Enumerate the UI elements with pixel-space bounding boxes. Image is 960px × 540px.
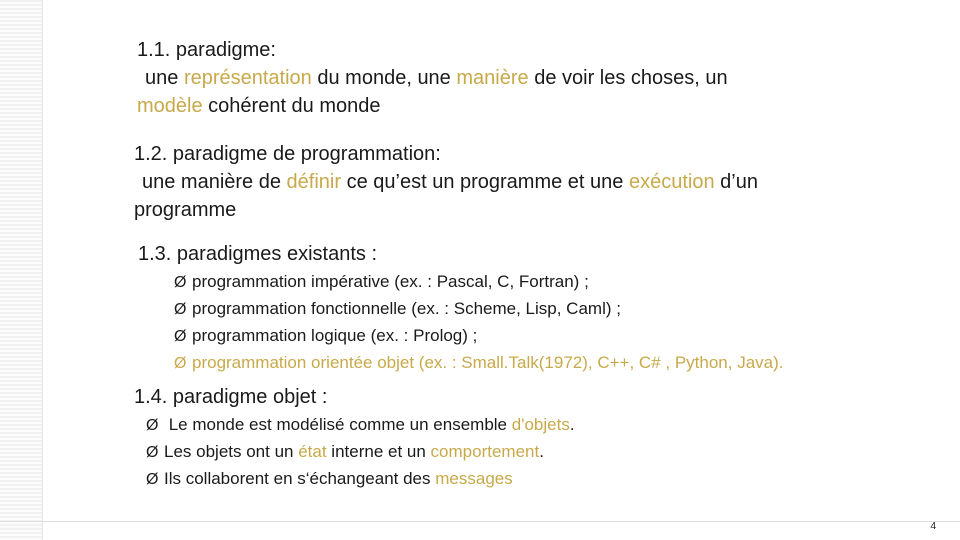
highlighted-term: comportement (430, 442, 540, 461)
highlighted-term: état (298, 442, 327, 461)
section-heading: 1.2. paradigme de programmation: (134, 143, 441, 165)
highlighted-term: représentation (183, 67, 312, 89)
left-decorative-bar (0, 0, 42, 540)
section-paradigme (137, 36, 897, 120)
text-run: Ils collaborent en s‘échangeant des (164, 469, 436, 488)
text-run: de voir les choses, un (528, 67, 728, 89)
list-item (146, 466, 934, 493)
arrow-bullet-icon: Ø (174, 301, 187, 318)
highlighted-term: manière (456, 67, 529, 89)
arrow-bullet-icon: Ø (174, 328, 187, 345)
list-item (174, 323, 938, 350)
text-run: interne et un (326, 442, 431, 461)
text-run: Les objets ont un (164, 442, 299, 461)
list-item (174, 269, 938, 296)
list-item (146, 439, 934, 466)
section-heading: 1.3. paradigmes existants : (138, 243, 378, 265)
arrow-bullet-icon: Ø (146, 471, 159, 488)
highlighted-term: d'objets (511, 415, 570, 434)
definition-line (137, 92, 897, 120)
arrow-bullet-icon: Ø (174, 355, 187, 372)
arrow-bullet-icon: Ø (146, 444, 159, 461)
section-heading: 1.4. paradigme objet : (134, 386, 328, 408)
list-item-text (164, 469, 513, 488)
text-run: ce qu’est un programme et une (341, 171, 629, 193)
highlighted-term: définir (286, 171, 342, 193)
list-item (174, 350, 938, 377)
list-item-text: programmation orientée objet (ex. : Small.Talk(1972), C++, C# , Python, Java). (192, 353, 784, 372)
text-run: d’un (714, 171, 758, 193)
text-run: . (539, 442, 544, 461)
section-paradigme-objet (134, 383, 934, 493)
text-run: . (569, 415, 575, 434)
list-item (174, 296, 938, 323)
text-run: Le monde est modélisé comme un ensemble (164, 415, 512, 434)
object-list (146, 412, 934, 493)
arrow-bullet-icon: Ø (146, 417, 159, 434)
text-run: du monde, une (311, 67, 457, 89)
section-paradigme-programmation (134, 140, 924, 224)
text-run: une manière de (142, 171, 287, 193)
list-item-text (164, 442, 544, 461)
bottom-divider (0, 521, 960, 522)
list-item-text: programmation logique (ex. : Prolog) ; (192, 326, 478, 345)
left-divider (42, 0, 43, 540)
list-item-text: programmation fonctionnelle (ex. : Scheme, Lisp, Caml) ; (192, 299, 621, 318)
paradigm-list (174, 269, 938, 377)
page-number: 4 (930, 521, 936, 532)
text-run: programme (134, 199, 237, 221)
highlighted-term: modèle (137, 95, 203, 117)
definition-line (137, 64, 897, 92)
definition-line (134, 196, 924, 224)
list-item-text (164, 415, 575, 434)
list-item (146, 412, 934, 439)
highlighted-term: messages (435, 469, 513, 488)
section-paradigmes-existants (138, 240, 938, 377)
section-heading: 1.1. paradigme: (137, 39, 276, 61)
definition-line (134, 168, 924, 196)
text-run: cohérent du monde (202, 95, 381, 117)
arrow-bullet-icon: Ø (174, 274, 187, 291)
highlighted-term: exécution (628, 171, 715, 193)
text-run: une (145, 67, 184, 89)
list-item-text: programmation impérative (ex. : Pascal, C, Fortran) ; (192, 272, 589, 291)
